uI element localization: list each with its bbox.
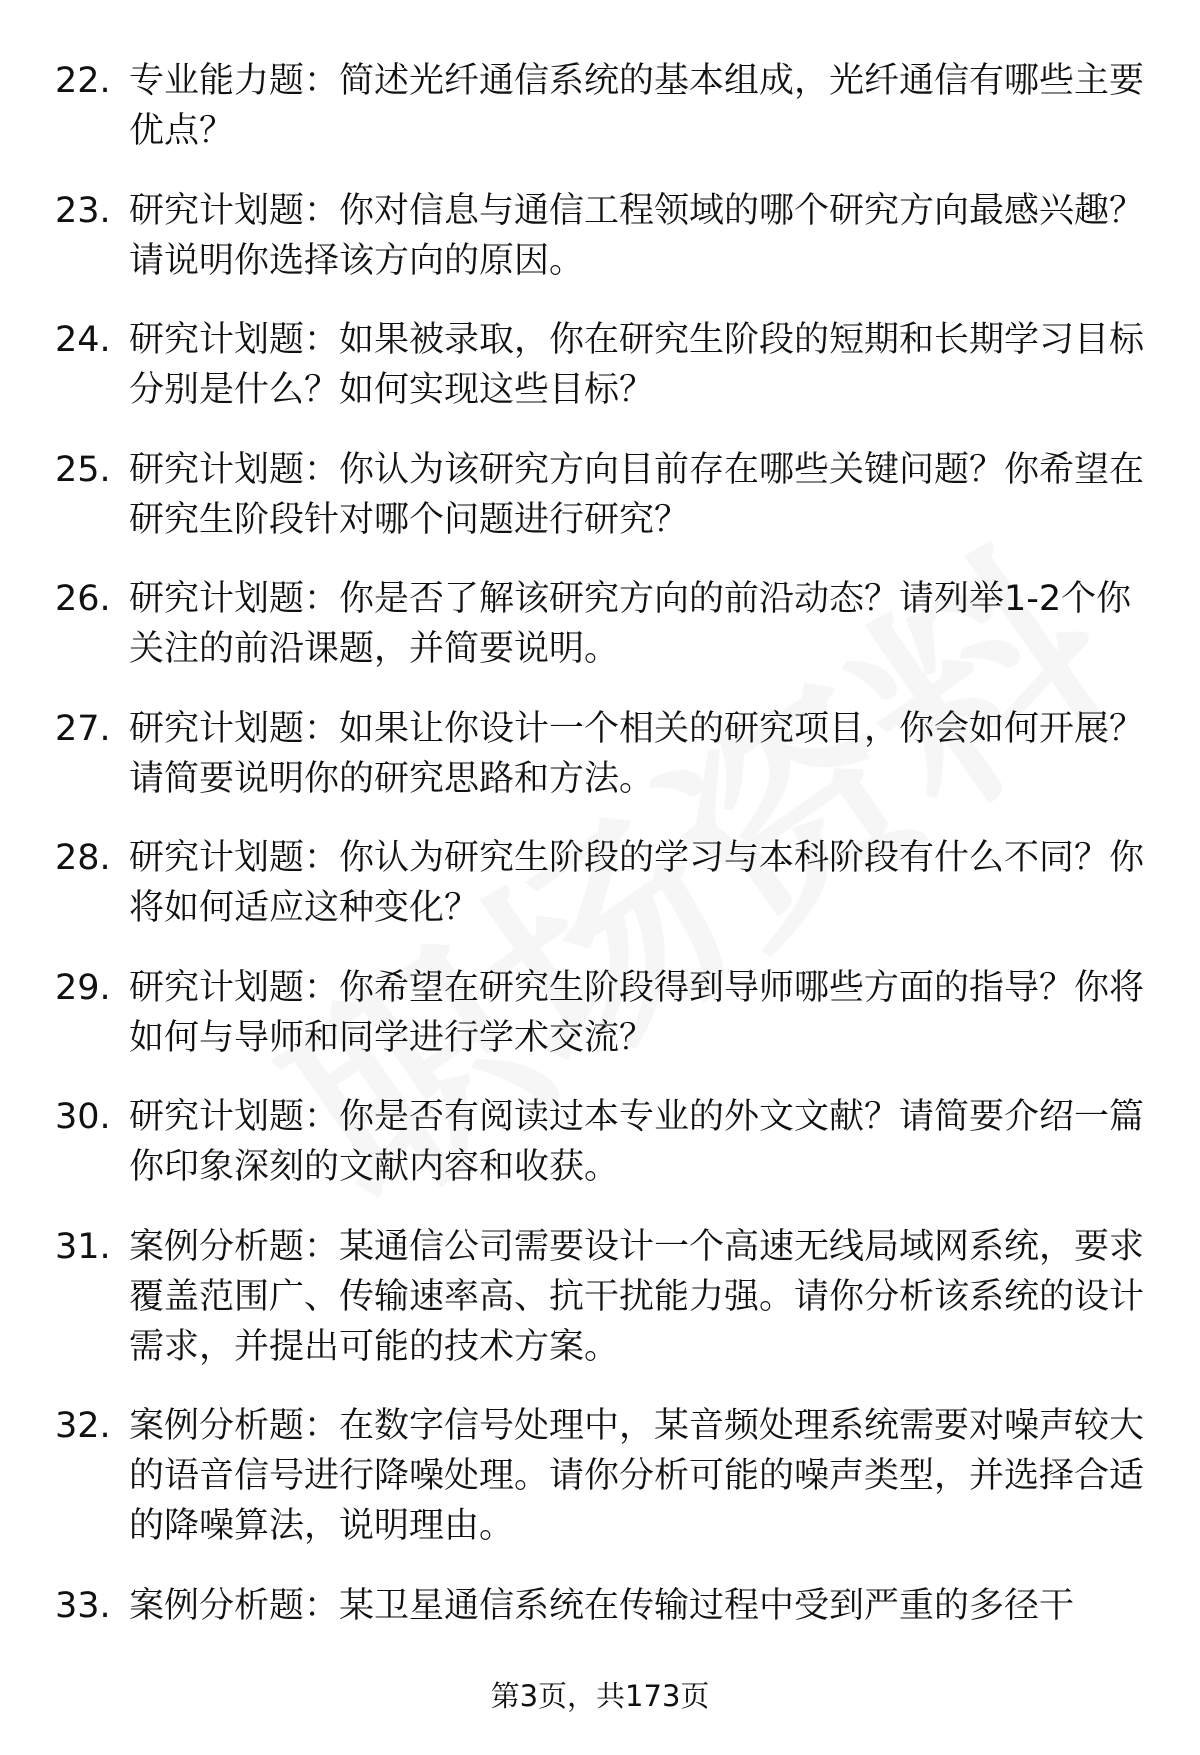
question-text: 研究计划题：如果被录取，你在研究生阶段的短期和长期学习目标分别是什么？如何实现这些目标？ [129, 320, 1145, 410]
question-text: 研究计划题：你是否有阅读过本专业的外文文献？请简要介绍一篇你印象深刻的文献内容和收获。 [129, 1097, 1145, 1187]
question-item [55, 56, 1150, 156]
question-text: 专业能力题：简述光纤通信系统的基本组成，光纤通信有哪些主要优点？ [129, 61, 1145, 151]
question-item [55, 315, 1150, 415]
question-item [55, 445, 1150, 545]
question-text: 案例分析题：在数字信号处理中，某音频处理系统需要对噪声较大的语音信号进行降噪处理。请你分析可能的噪声类型，并选择合适的降噪算法，说明理由。 [129, 1406, 1145, 1546]
question-number: 23. [55, 190, 111, 231]
question-text: 研究计划题：你对信息与通信工程领域的哪个研究方向最感兴趣？请说明你选择该方向的原因。 [129, 190, 1145, 281]
question-number: 25. [55, 449, 111, 490]
question-number: 32. [55, 1406, 111, 1446]
question-number: 24. [55, 320, 111, 360]
question-number: 29. [55, 967, 111, 1008]
question-number: 26. [55, 579, 111, 619]
question-item [55, 1401, 1150, 1551]
question-item [55, 574, 1150, 674]
question-list [55, 56, 1150, 1660]
question-item [55, 1092, 1150, 1192]
question-text: 案例分析题：某通信公司需要设计一个高速无线局域网系统，要求覆盖范围广、传输速率高、抗干扰能力强。请你分析该系统的设计需求，并提出可能的技术方案。 [129, 1226, 1145, 1367]
question-text: 研究计划题：如果让你设计一个相关的研究项目，你会如何开展？请简要说明你的研究思路和方法。 [129, 708, 1145, 799]
page-number: 第3页，共173页 [490, 1679, 710, 1713]
question-text: 案例分析题：某卫星通信系统在传输过程中受到严重的多径干 [129, 1585, 1075, 1626]
question-number: 31. [55, 1226, 111, 1267]
question-item [55, 704, 1150, 804]
question-number: 33. [55, 1585, 111, 1626]
question-text: 研究计划题：你希望在研究生阶段得到导师哪些方面的指导？你将如何与导师和同学进行学术交流？ [129, 967, 1145, 1058]
question-number: 22. [55, 61, 111, 101]
question-number: 28. [55, 838, 111, 878]
question-item [55, 963, 1150, 1063]
question-text: 研究计划题：你认为研究生阶段的学习与本科阶段有什么不同？你将如何适应这种变化？ [129, 838, 1145, 928]
question-item [55, 833, 1150, 933]
question-text: 研究计划题：你是否了解该研究方向的前沿动态？请列举1-2个你关注的前沿课题，并简要说明。 [129, 579, 1132, 669]
question-item [55, 1581, 1150, 1631]
question-number: 30. [55, 1097, 111, 1137]
question-item [55, 186, 1150, 286]
question-item [55, 1222, 1150, 1372]
question-number: 27. [55, 708, 111, 749]
question-text: 研究计划题：你认为该研究方向目前存在哪些关键问题？你希望在研究生阶段针对哪个问题进行研究？ [129, 449, 1145, 540]
